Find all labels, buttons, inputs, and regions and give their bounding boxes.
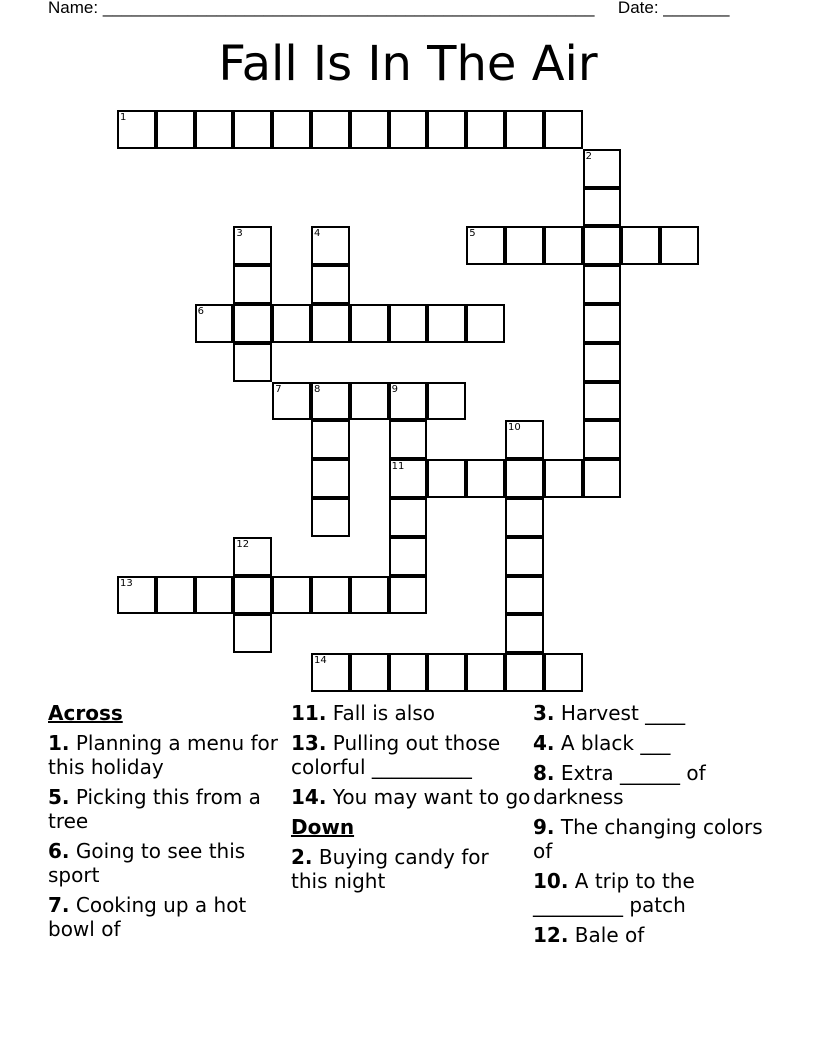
clue-number: 10. (533, 869, 569, 893)
name-label: Name: (48, 0, 99, 17)
crossword-cell[interactable] (583, 149, 622, 188)
crossword-cell[interactable] (660, 226, 699, 265)
crossword-cell[interactable] (389, 459, 428, 498)
clue-text: Bale of (568, 923, 645, 947)
clue-text: Extra ______ of darkness (533, 761, 706, 809)
crossword-cell[interactable] (505, 653, 544, 692)
clue-item (533, 761, 773, 809)
crossword-cell[interactable] (156, 576, 195, 615)
clue-item (48, 839, 288, 887)
clue-number: 7. (48, 893, 70, 917)
clue-item (533, 731, 773, 755)
crossword-cell[interactable] (583, 382, 622, 421)
clue-text: The changing colors of (533, 815, 763, 863)
clue-number: 6. (48, 839, 70, 863)
crossword-cell[interactable] (350, 382, 389, 421)
crossword-cell[interactable] (505, 459, 544, 498)
crossword-cell[interactable] (272, 304, 311, 343)
clue-item (533, 923, 773, 947)
clues-column-3 (533, 701, 773, 953)
crossword-cell[interactable] (466, 226, 505, 265)
clue-section-heading: Down (291, 815, 355, 839)
crossword-cell[interactable] (583, 188, 622, 227)
crossword-cell[interactable] (311, 653, 350, 692)
clue-item (533, 815, 773, 863)
clue-item (291, 785, 531, 809)
crossword-cell[interactable] (389, 576, 428, 615)
crossword-cell[interactable] (466, 304, 505, 343)
clue-number: 5. (48, 785, 70, 809)
clue-text: You may want to go (326, 785, 531, 809)
cell-number: 9 (391, 383, 398, 395)
clue-text: Planning a menu for this holiday (48, 731, 278, 779)
crossword-cell[interactable] (311, 226, 350, 265)
crossword-cell[interactable] (233, 343, 272, 382)
clue-item (533, 869, 773, 917)
crossword-cell[interactable] (583, 420, 622, 459)
crossword-cell[interactable] (233, 537, 272, 576)
crossword-cell[interactable] (427, 653, 466, 692)
crossword-cell[interactable] (195, 304, 234, 343)
crossword-cell[interactable] (272, 382, 311, 421)
crossword-cell[interactable] (233, 226, 272, 265)
clue-number: 12. (533, 923, 569, 947)
crossword-cell[interactable] (389, 653, 428, 692)
crossword-cell[interactable] (195, 576, 234, 615)
clue-text: Harvest ____ (554, 701, 686, 725)
clue-text: Going to see this sport (48, 839, 246, 887)
clue-number: 2. (291, 845, 313, 869)
cell-number: 10 (508, 422, 521, 434)
crossword-cell[interactable] (311, 576, 350, 615)
clue-number: 11. (291, 701, 327, 725)
clue-text: Picking this from a tree (48, 785, 261, 833)
cell-number: 5 (469, 228, 476, 240)
crossword-cell[interactable] (389, 420, 428, 459)
crossword-cell[interactable] (427, 304, 466, 343)
crossword-cell[interactable] (389, 498, 428, 537)
crossword-cell[interactable] (233, 110, 272, 149)
crossword-cell[interactable] (350, 653, 389, 692)
cell-number: 13 (120, 577, 133, 589)
crossword-cell[interactable] (427, 110, 466, 149)
clue-number: 3. (533, 701, 555, 725)
clue-number: 8. (533, 761, 555, 785)
crossword-cell[interactable] (505, 420, 544, 459)
crossword-cell[interactable] (311, 498, 350, 537)
cell-number: 4 (314, 228, 321, 240)
crossword-cell[interactable] (583, 459, 622, 498)
crossword-cell[interactable] (427, 382, 466, 421)
crossword-cell[interactable] (427, 459, 466, 498)
cell-number: 1 (120, 112, 127, 123)
crossword-cell[interactable] (389, 304, 428, 343)
clue-text: A black ___ (554, 731, 671, 755)
cell-number: 11 (391, 461, 405, 473)
crossword-cell[interactable] (544, 653, 583, 692)
crossword-cell[interactable] (156, 110, 195, 149)
clue-text: A trip to the _________ patch (533, 869, 695, 917)
puzzle-title: Fall Is In The Air (218, 36, 598, 92)
crossword-cell[interactable] (233, 576, 272, 615)
crossword-cell[interactable] (117, 110, 156, 149)
cell-number: 3 (236, 228, 243, 240)
crossword-cell[interactable] (350, 110, 389, 149)
clue-number: 13. (291, 731, 327, 755)
clue-number: 14. (291, 785, 327, 809)
crossword-cell[interactable] (311, 420, 350, 459)
crossword-cell[interactable] (233, 304, 272, 343)
clue-text: Cooking up a hot bowl of (48, 893, 247, 941)
crossword-cell[interactable] (272, 110, 311, 149)
crossword-cell[interactable] (466, 653, 505, 692)
crossword-cell[interactable] (233, 614, 272, 653)
crossword-cell[interactable] (389, 110, 428, 149)
crossword-cell[interactable] (544, 110, 583, 149)
name-blank[interactable]: ____________________________________________________ (102, 0, 595, 17)
crossword-cell[interactable] (311, 265, 350, 304)
clue-text: Buying candy for this night (291, 845, 489, 893)
cell-number: 7 (275, 383, 282, 395)
crossword-cell[interactable] (505, 537, 544, 576)
crossword-cell[interactable] (117, 576, 156, 615)
clue-number: 4. (533, 731, 555, 755)
crossword-cell[interactable] (350, 304, 389, 343)
cell-number: 14 (314, 655, 327, 667)
clue-item (48, 785, 288, 833)
clue-section-heading: Across (48, 701, 123, 725)
clue-number: 9. (533, 815, 555, 839)
crossword-cell[interactable] (505, 614, 544, 653)
crossword-cell[interactable] (311, 110, 350, 149)
crossword-cell[interactable] (505, 498, 544, 537)
crossword-cell[interactable] (389, 537, 428, 576)
clue-number: 1. (48, 731, 70, 755)
crossword-cell[interactable] (272, 576, 311, 615)
clue-text: Fall is also (326, 701, 435, 725)
cell-number: 2 (585, 150, 592, 162)
cell-number: 12 (236, 538, 250, 550)
clue-text: Pulling out those colorful __________ (291, 731, 501, 779)
crossword-cell[interactable] (583, 226, 622, 265)
crossword-cell[interactable] (466, 459, 505, 498)
crossword-cell[interactable] (583, 304, 622, 343)
crossword-cell[interactable] (466, 110, 505, 149)
crossword-cell[interactable] (505, 576, 544, 615)
crossword-cell[interactable] (583, 265, 622, 304)
crossword-cell[interactable] (505, 110, 544, 149)
crossword-cell[interactable] (233, 265, 272, 304)
clues-column-1 (48, 701, 288, 947)
clue-item (291, 731, 531, 779)
clue-item (291, 701, 531, 725)
crossword-cell[interactable] (505, 226, 544, 265)
clue-item (533, 701, 773, 725)
crossword-cell[interactable] (621, 226, 660, 265)
crossword-cell[interactable] (311, 459, 350, 498)
date-label: Date: (617, 0, 659, 17)
cell-number: 6 (197, 306, 204, 317)
date-blank[interactable]: _______ (663, 0, 730, 17)
clues-column-2 (291, 701, 531, 899)
clue-item (48, 731, 288, 779)
clue-item (291, 845, 531, 893)
clue-item (48, 893, 288, 941)
crossword-cell[interactable] (544, 459, 583, 498)
crossword-cell[interactable] (311, 304, 350, 343)
crossword-cell[interactable] (311, 382, 350, 421)
crossword-cell[interactable] (583, 343, 622, 382)
crossword-cell[interactable] (195, 110, 234, 149)
crossword-cell[interactable] (389, 382, 428, 421)
cell-number: 8 (314, 383, 321, 395)
crossword-cell[interactable] (544, 226, 583, 265)
crossword-cell[interactable] (350, 576, 389, 615)
